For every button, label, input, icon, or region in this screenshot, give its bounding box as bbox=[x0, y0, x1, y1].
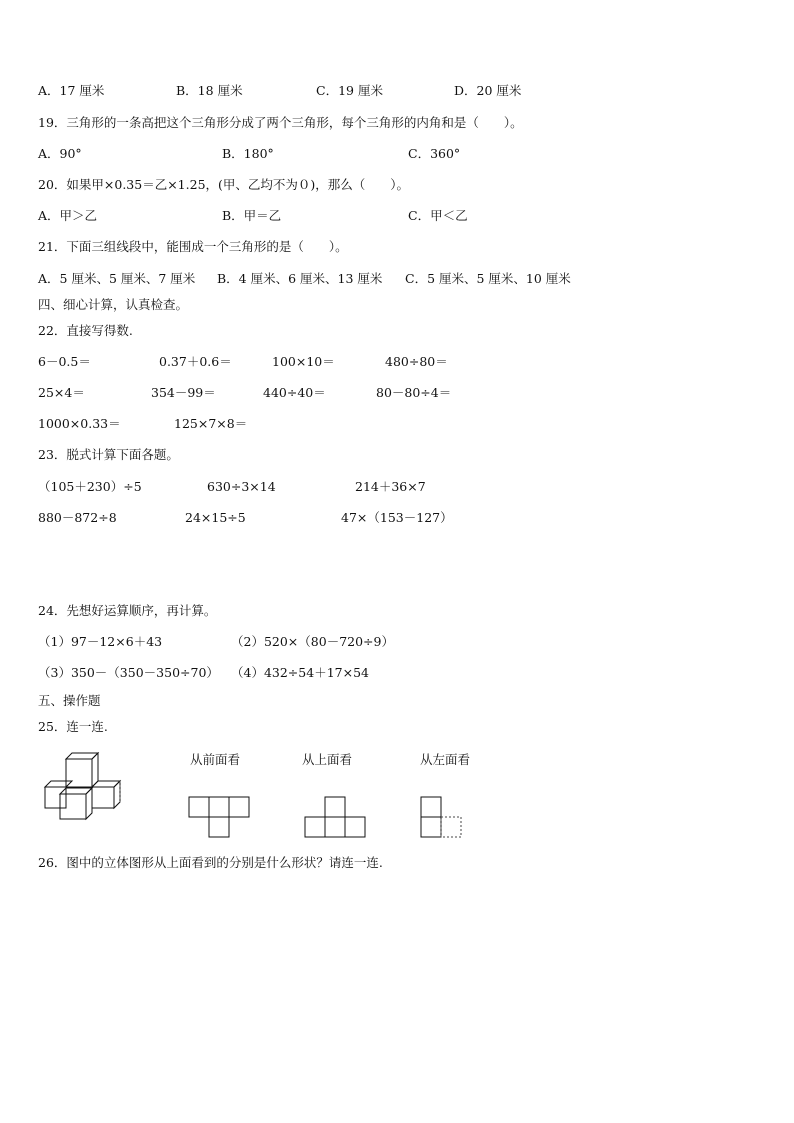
q22-item: 480÷80＝ bbox=[385, 354, 448, 369]
section-5-title: 五、操作题 bbox=[38, 693, 101, 708]
top-view-figure bbox=[303, 795, 367, 839]
q22-item: 80－80÷4＝ bbox=[376, 385, 452, 400]
q22-title: 22．直接写得数. bbox=[38, 323, 133, 338]
q21-option-a: A．5 厘米、5 厘米、7 厘米 bbox=[38, 271, 196, 286]
q21-question: 21．下面三组线段中，能围成一个三角形的是（ ）。 bbox=[38, 239, 348, 254]
section-4-title: 四、细心计算，认真检查。 bbox=[38, 297, 189, 312]
q24-title: 24．先想好运算顺序，再计算。 bbox=[38, 603, 217, 618]
q24-item-4: （4）432÷54＋17×54 bbox=[231, 665, 369, 680]
q18-option-d: D．20 厘米 bbox=[454, 83, 522, 98]
q19-option-c: C．360° bbox=[408, 146, 461, 161]
q22-item: 354－99＝ bbox=[151, 385, 216, 400]
q22-item: 0.37＋0.6＝ bbox=[159, 354, 232, 369]
q22-item: 100×10＝ bbox=[272, 354, 335, 369]
front-view-figure bbox=[187, 795, 251, 839]
q20-option-a: A．甲＞乙 bbox=[38, 208, 98, 223]
q24-item-2: （2）520×（80－720÷9） bbox=[231, 634, 394, 649]
q23-item: 24×15÷5 bbox=[185, 510, 246, 525]
q22-item: 125×7×8＝ bbox=[174, 416, 248, 431]
q22-item: 6－0.5＝ bbox=[38, 354, 91, 369]
q23-item: 630÷3×14 bbox=[207, 479, 276, 494]
q23-title: 23．脱式计算下面各题。 bbox=[38, 447, 179, 462]
q18-option-a: A．17 厘米 bbox=[38, 83, 105, 98]
q20-option-c: C．甲＜乙 bbox=[408, 208, 468, 223]
q20-question: 20．如果甲×0.35＝乙×1.25，(甲、乙均不为０)，那么（ ）。 bbox=[38, 177, 410, 192]
view-label-top: 从上面看 bbox=[302, 752, 353, 767]
q23-item: 214＋36×7 bbox=[355, 479, 426, 494]
q21-option-c: C．5 厘米、5 厘米、10 厘米 bbox=[405, 271, 571, 286]
view-label-left: 从左面看 bbox=[420, 752, 471, 767]
q18-option-b: B．18 厘米 bbox=[176, 83, 243, 98]
q25-title: 25．连一连. bbox=[38, 719, 108, 734]
view-label-front: 从前面看 bbox=[190, 752, 241, 767]
q23-item: （105＋230）÷5 bbox=[38, 479, 142, 494]
q23-item: 880－872÷8 bbox=[38, 510, 117, 525]
q18-option-c: C．19 厘米 bbox=[316, 83, 383, 98]
q22-item: 1000×0.33＝ bbox=[38, 416, 121, 431]
q24-item-1: （1）97－12×6＋43 bbox=[38, 634, 163, 649]
q26-question: 26．图中的立体图形从上面看到的分别是什么形状？请连一连. bbox=[38, 855, 383, 870]
q22-item: 25×4＝ bbox=[38, 385, 85, 400]
left-view-figure bbox=[419, 795, 465, 839]
q19-question: 19．三角形的一条高把这个三角形分成了两个三角形，每个三角形的内角和是（ ）。 bbox=[38, 115, 523, 130]
q23-item: 47×（153－127） bbox=[341, 510, 453, 525]
cube-stack-figure bbox=[40, 752, 140, 822]
q19-option-a: A．90° bbox=[38, 146, 82, 161]
q22-item: 440÷40＝ bbox=[263, 385, 326, 400]
q24-item-3: （3）350－（350－350÷70） bbox=[38, 665, 219, 680]
q19-option-b: B．180° bbox=[222, 146, 274, 161]
q20-option-b: B．甲＝乙 bbox=[222, 208, 282, 223]
q21-option-b: B．4 厘米、6 厘米、13 厘米 bbox=[217, 271, 383, 286]
